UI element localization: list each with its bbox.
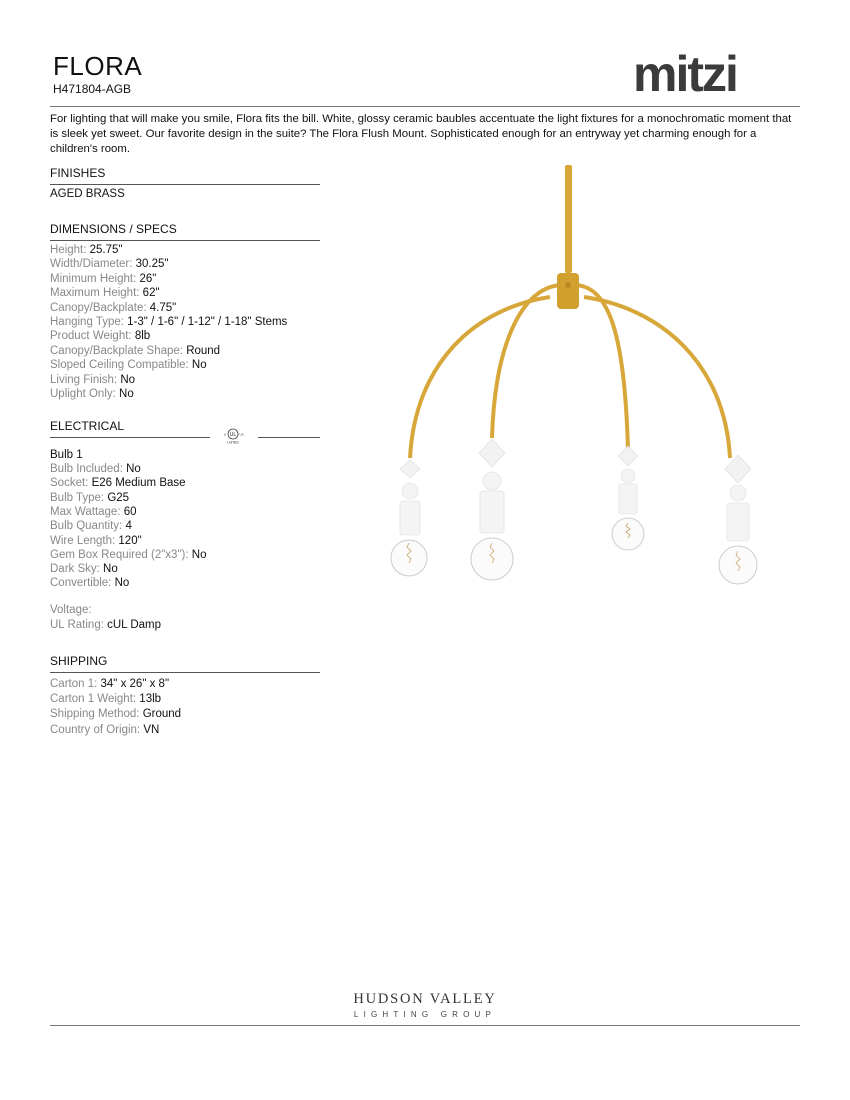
fixture-arm-right-outer xyxy=(584,297,730,458)
electrical-row xyxy=(50,491,129,505)
dimension-row xyxy=(50,257,169,271)
footer-company-name: HUDSON VALLEY xyxy=(353,991,497,1007)
dimension-row xyxy=(50,272,156,286)
fixture-stem xyxy=(565,165,572,273)
footer-tagline: LIGHTING GROUP xyxy=(353,1010,497,1019)
dimension-label: Living Finish: xyxy=(50,373,118,386)
dimension-label: Uplight Only: xyxy=(50,388,116,400)
dimension-row xyxy=(50,315,287,329)
shipping-label: Shipping Method: xyxy=(50,708,140,721)
pendant-3 xyxy=(612,446,644,550)
electrical-value: G25 xyxy=(107,491,130,504)
shipping-value: 34" x 26" x 8" xyxy=(100,678,170,690)
ul-listed-text: LISTED xyxy=(227,440,239,445)
electrical-value: No xyxy=(103,563,118,576)
bulb-heading: Bulb 1 xyxy=(50,449,83,461)
svg-text:UL: UL xyxy=(229,431,237,438)
shipping-row xyxy=(50,723,159,737)
voltage-row xyxy=(50,603,92,617)
electrical-row xyxy=(50,548,206,562)
dimension-row xyxy=(50,286,160,300)
product-title: FLORA xyxy=(53,51,143,81)
dimension-label: Minimum Height: xyxy=(50,272,137,285)
shipping-row xyxy=(50,677,169,691)
electrical-value: E26 Medium Base xyxy=(91,477,186,490)
electrical-row xyxy=(50,462,141,476)
electrical-value: No xyxy=(191,548,207,561)
ul-rating-value: cUL Damp xyxy=(107,619,162,631)
footer-divider xyxy=(50,1025,800,1026)
shipping-label: Carton 1: xyxy=(50,678,98,690)
electrical-value: 120" xyxy=(118,534,142,547)
dimension-value: No xyxy=(119,388,134,400)
dimension-label: Width/Diameter: xyxy=(50,258,133,271)
dimension-value: Round xyxy=(186,344,221,357)
product-sku: H471804-AGB xyxy=(53,82,132,96)
dimension-row xyxy=(50,387,134,401)
pendant-4 xyxy=(719,455,757,584)
dimension-label: Sloped Ceiling Compatible: xyxy=(50,359,189,372)
fixture-hub xyxy=(557,273,579,309)
electrical-label: Bulb Quantity: xyxy=(50,520,123,533)
cul-listed-mark xyxy=(220,426,246,446)
shipping-row xyxy=(50,707,181,721)
dimension-label: Product Weight: xyxy=(50,330,132,343)
electrical-row xyxy=(50,519,132,533)
electrical-value: 4 xyxy=(125,520,132,533)
electrical-label: Bulb Type: xyxy=(50,491,105,504)
shipping-label: Carton 1 Weight: xyxy=(50,693,137,706)
electrical-label: Convertible: xyxy=(50,577,112,590)
svg-text:c: c xyxy=(224,431,226,437)
electrical-row xyxy=(50,476,186,490)
electrical-value: 60 xyxy=(123,505,137,518)
fixture-arm-left-outer xyxy=(410,297,550,458)
fixture-arm-right-inner xyxy=(574,285,628,451)
finishes-divider xyxy=(50,184,320,185)
shipping-value: Ground xyxy=(142,708,182,721)
dimension-label: Maximum Height: xyxy=(50,287,140,300)
electrical-value: No xyxy=(114,577,130,590)
product-description: For lighting that will make you smile, Flora fits the bill. White, glossy ceramic baubles accentuate the light fixtures for a monochromatic moment that is sleek yet sweet. Our favorite design in the suite? The Flora Flush Mount. Sophisticated enough for an entryway yet charming enough for a children's room. xyxy=(50,113,792,155)
header-divider xyxy=(50,106,800,107)
dimension-value: No xyxy=(120,373,136,386)
voltage-label: Voltage: xyxy=(50,604,92,616)
shipping-row xyxy=(50,692,161,706)
dimension-value: 30.25" xyxy=(135,258,169,271)
dimension-value: No xyxy=(191,359,207,372)
ul-rating-row xyxy=(50,618,161,632)
dimension-value: 8lb xyxy=(134,330,151,343)
dimension-row xyxy=(50,329,150,343)
shipping-divider xyxy=(50,672,320,673)
dimension-row xyxy=(50,373,135,387)
finish-value: AGED BRASS xyxy=(50,188,125,200)
dimension-row xyxy=(50,358,207,372)
electrical-label: Socket: xyxy=(50,477,89,490)
dimension-label: Height: xyxy=(50,244,87,256)
fixture-arm-left-inner xyxy=(492,285,563,438)
dimension-value: 4.75" xyxy=(149,301,177,314)
electrical-label: Bulb Included: xyxy=(50,463,123,475)
dimension-row xyxy=(50,243,123,257)
electrical-label: Gem Box Required (2"x3"): xyxy=(50,548,189,561)
dimension-row xyxy=(50,344,220,358)
electrical-label: Wire Length: xyxy=(50,534,116,547)
dimension-label: Canopy/Backplate Shape: xyxy=(50,344,183,357)
dimension-value: 1-3" / 1-6" / 1-12" / 1-18" Stems xyxy=(127,316,288,328)
dimension-label: Hanging Type: xyxy=(50,316,124,328)
electrical-value: No xyxy=(126,463,141,475)
ul-rating-label: UL Rating: xyxy=(50,619,104,631)
brand-logo: mitzi xyxy=(633,46,737,102)
electrical-divider-left xyxy=(50,437,210,438)
dimensions-divider xyxy=(50,240,320,241)
pendant-2 xyxy=(471,439,513,580)
electrical-row xyxy=(50,534,142,548)
dimensions-heading: DIMENSIONS / SPECS xyxy=(50,222,177,236)
product-image xyxy=(380,163,780,593)
finishes-heading: FINISHES xyxy=(50,166,106,180)
shipping-value: 13lb xyxy=(139,693,162,706)
electrical-row xyxy=(50,576,129,590)
dimension-value: 26" xyxy=(139,272,157,285)
dimension-row xyxy=(50,301,176,315)
dimension-value: 62" xyxy=(142,287,160,300)
shipping-label: Country of Origin: xyxy=(50,723,141,736)
electrical-row xyxy=(50,505,137,519)
electrical-label: Dark Sky: xyxy=(50,563,100,576)
electrical-label: Max Wattage: xyxy=(50,505,121,518)
svg-text:US: US xyxy=(239,432,244,437)
shipping-heading: SHIPPING xyxy=(50,654,108,668)
electrical-heading: ELECTRICAL xyxy=(50,419,125,433)
shipping-value: VN xyxy=(143,723,160,736)
electrical-divider-right xyxy=(258,437,320,438)
dimension-value: 25.75" xyxy=(89,244,123,256)
dimension-label: Canopy/Backplate: xyxy=(50,301,147,314)
pendant-1 xyxy=(391,460,427,576)
electrical-row xyxy=(50,562,118,576)
